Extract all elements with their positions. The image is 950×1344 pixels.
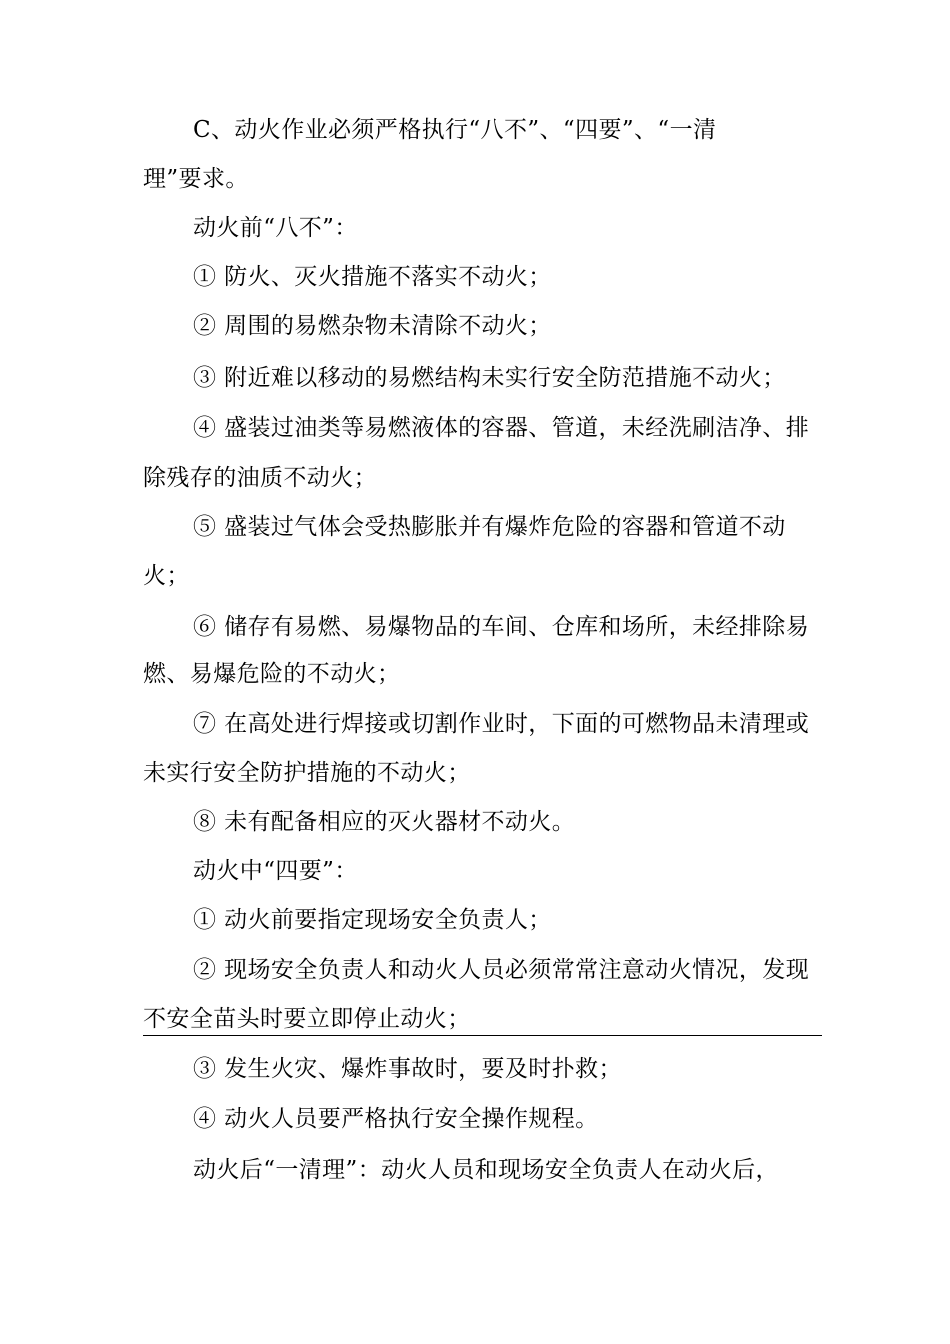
list-item-continuation: 除残存的油质不动火；	[143, 465, 377, 491]
list-item-continuation: 燃、易爆危险的不动火；	[143, 661, 401, 687]
list-item: ④ 盛装过油类等易燃液体的容器、管道，未经洗刷洁净、排	[193, 415, 810, 441]
paragraph-line: C、动火作业必须严格执行“八不”、“四要”、“一清	[193, 117, 717, 143]
list-item: ⑧ 未有配备相应的灭火器材不动火。	[193, 809, 576, 835]
section-heading: 动火中“四要”：	[193, 858, 358, 884]
list-item: ① 防火、灭火措施不落实不动火；	[193, 264, 552, 290]
paragraph-line: 理”要求。	[143, 166, 249, 192]
list-item: ⑦ 在高处进行焊接或切割作业时，下面的可燃物品未清理或	[193, 711, 810, 737]
paragraph-line: 动火后“一清理”：动火人员和现场安全负责人在动火后，	[193, 1157, 779, 1183]
section-heading: 动火前“八不”：	[193, 215, 358, 241]
list-item: ④ 动火人员要严格执行安全操作规程。	[193, 1106, 599, 1132]
horizontal-rule	[143, 1035, 822, 1036]
list-item: ⑥ 储存有易燃、易爆物品的车间、仓库和场所，未经排除易	[193, 614, 810, 640]
list-item: ⑤ 盛装过气体会受热膨胀并有爆炸危险的容器和管道不动	[193, 514, 786, 540]
list-item: ② 现场安全负责人和动火人员必须常常注意动火情况，发现	[193, 957, 810, 983]
list-item-continuation: 未实行安全防护措施的不动火；	[143, 760, 471, 786]
list-item: ③ 附近难以移动的易燃结构未实行安全防范措施不动火；	[193, 365, 786, 391]
list-item-continuation: 不安全苗头时要立即停止动火；	[143, 1006, 471, 1032]
list-item-continuation: 火；	[143, 563, 190, 589]
list-item: ② 周围的易燃杂物未清除不动火；	[193, 313, 552, 339]
list-item: ① 动火前要指定现场安全负责人；	[193, 907, 552, 933]
list-item: ③ 发生火灾、爆炸事故时，要及时扑救；	[193, 1056, 622, 1082]
